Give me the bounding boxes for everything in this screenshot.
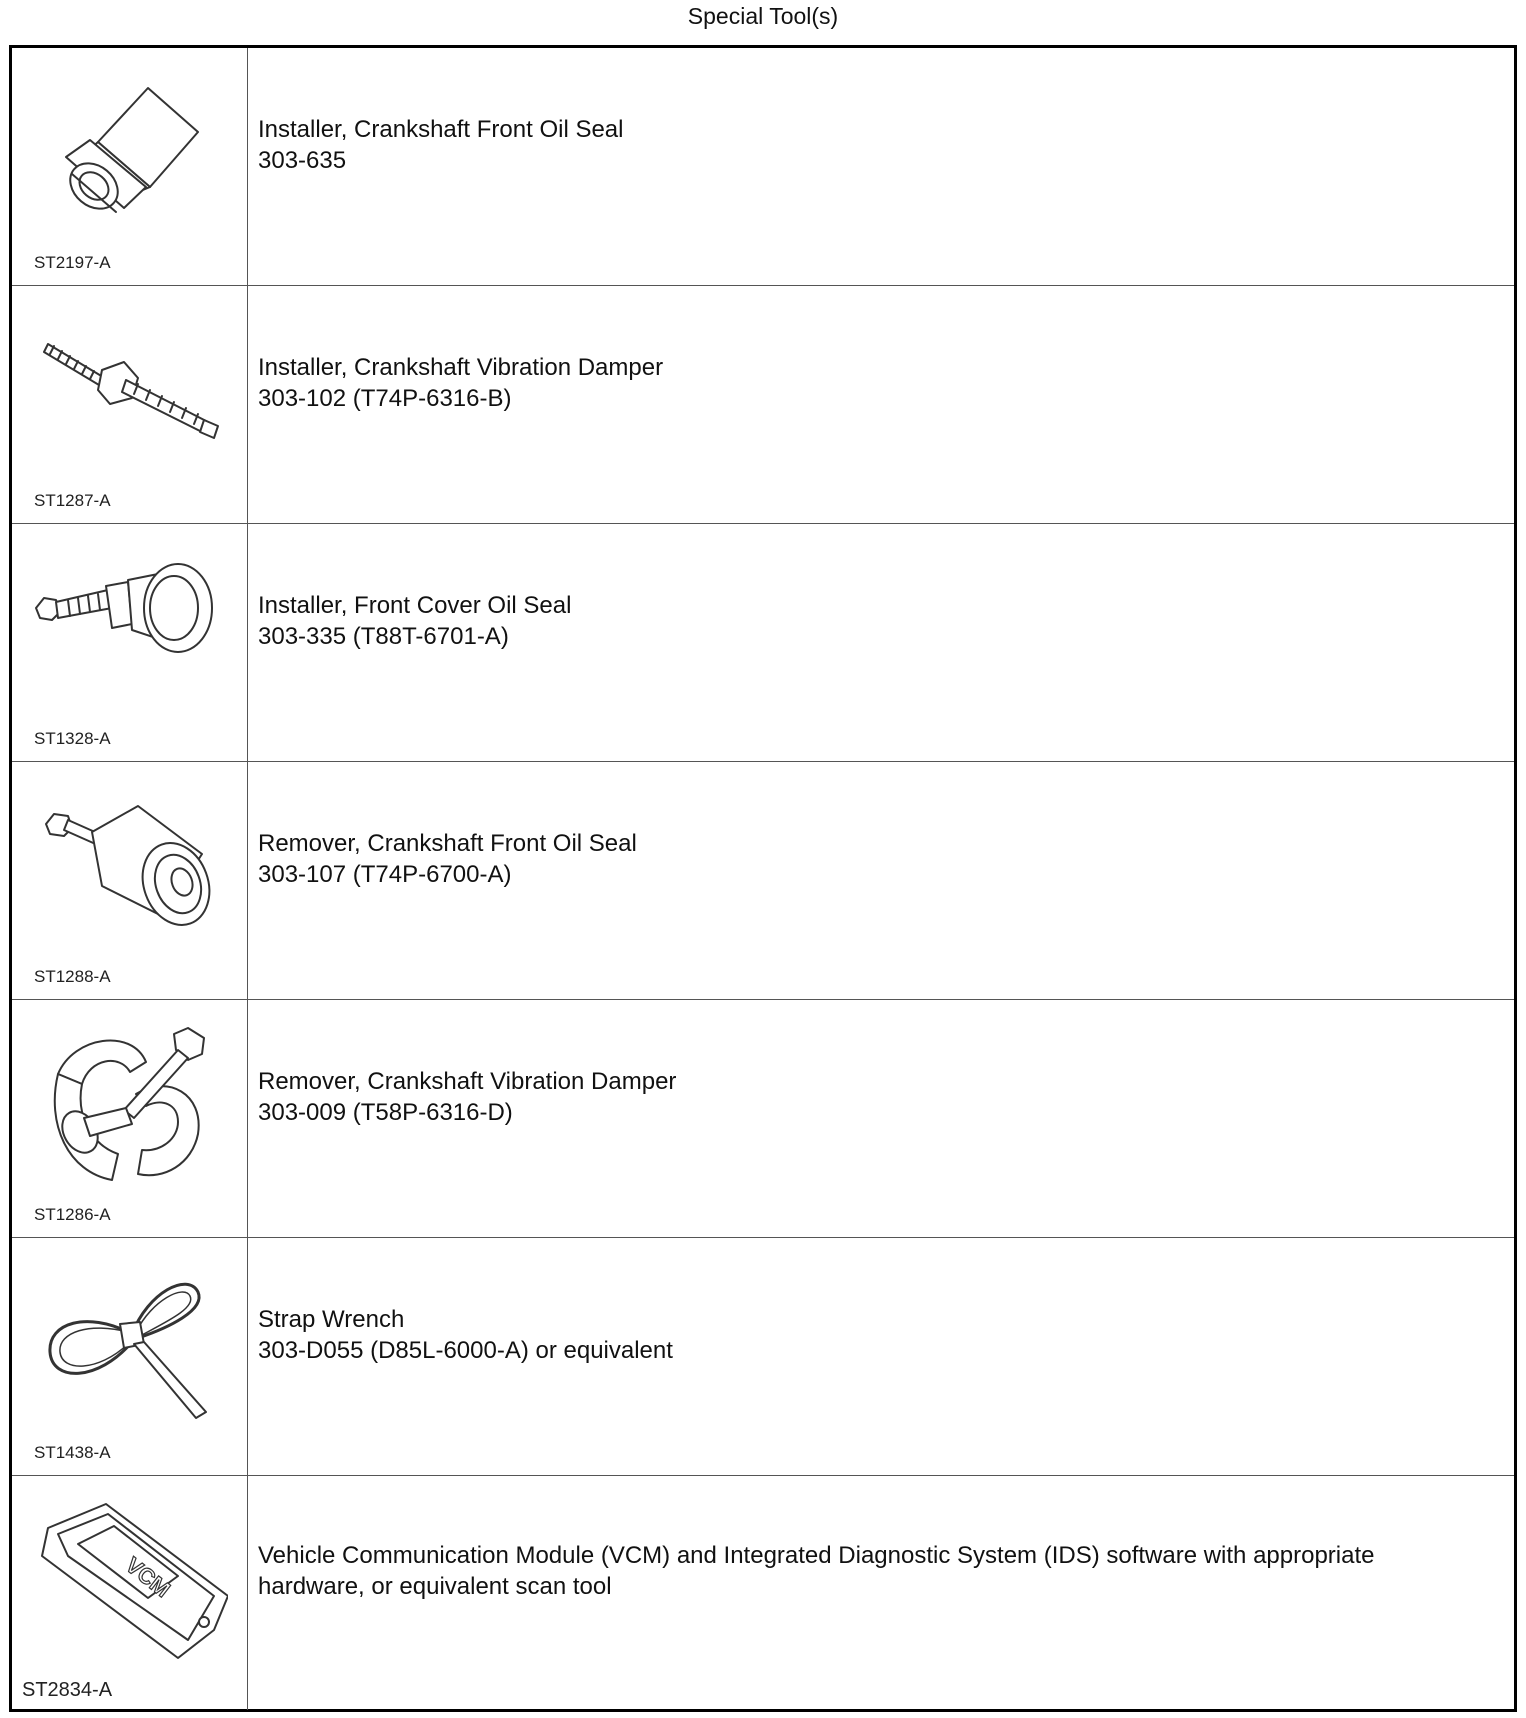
tool-name: Installer, Crankshaft Front Oil Seal: [258, 115, 624, 143]
tool-image-cell: [12, 524, 248, 761]
tool-number: 303-635: [258, 146, 347, 174]
tool-name: Vehicle Communication Module (VCM) and Integrated Diagnostic System (IDS) software with appropriate: [258, 1542, 1375, 1569]
tool-code: ST1438-A: [34, 1443, 111, 1462]
table-row: [12, 1476, 1514, 1710]
damper-remover-icon: [28, 1014, 228, 1194]
tool-image-cell: [12, 1476, 248, 1710]
tool-code: ST1286-A: [34, 1205, 111, 1224]
page-title: Special Tool(s): [687, 3, 839, 29]
table-row: [12, 48, 1514, 286]
seal-remover-icon: [28, 776, 228, 956]
tool-code: ST1328-A: [34, 729, 111, 748]
tool-image-cell: [12, 286, 248, 523]
vcm-logo-text: VCM: [120, 1552, 175, 1603]
tool-number: 303-335 (T88T-6701-A): [258, 622, 509, 650]
cover-seal-installer-icon: [28, 538, 228, 718]
tool-number: 303-107 (T74P-6700-A): [258, 860, 512, 888]
vcm-module-icon: [28, 1490, 228, 1670]
tool-code: ST1288-A: [34, 967, 111, 986]
special-tools-table: [9, 45, 1517, 1712]
tool-image-cell: [12, 762, 248, 999]
tool-code: ST1287-A: [34, 491, 111, 510]
table-row: [12, 524, 1514, 762]
table-row: [12, 762, 1514, 1000]
tool-name: Installer, Front Cover Oil Seal: [258, 591, 572, 619]
tool-number: 303-009 (T58P-6316-D): [258, 1098, 513, 1126]
tool-description: [258, 1000, 1494, 1237]
tool-code: ST2197-A: [34, 253, 111, 272]
seal-installer-icon: [28, 62, 228, 242]
table-row: [12, 1238, 1514, 1476]
tool-description: [258, 1476, 1494, 1710]
damper-installer-icon: [28, 300, 228, 480]
tool-description: [258, 762, 1494, 999]
tool-number: 303-102 (T74P-6316-B): [258, 384, 512, 412]
tool-number: hardware, or equivalent scan tool: [258, 1573, 612, 1600]
tool-name: Remover, Crankshaft Vibration Damper: [258, 1067, 677, 1095]
tool-image-cell: [12, 1000, 248, 1237]
tool-number: 303-D055 (D85L-6000-A) or equivalent: [258, 1336, 673, 1364]
tool-name: Remover, Crankshaft Front Oil Seal: [258, 829, 637, 857]
strap-wrench-icon: [28, 1252, 228, 1432]
tool-description: [258, 48, 1494, 285]
tool-name: Strap Wrench: [258, 1305, 405, 1333]
tool-name: Installer, Crankshaft Vibration Damper: [258, 353, 664, 381]
tool-code: ST2834-A: [22, 1679, 113, 1701]
table-row: [12, 286, 1514, 524]
tool-description: [258, 1238, 1494, 1475]
tool-image-cell: [12, 1238, 248, 1475]
tool-image-cell: [12, 48, 248, 285]
table-row: [12, 1000, 1514, 1238]
tool-description: [258, 286, 1494, 523]
tool-description: [258, 524, 1494, 761]
